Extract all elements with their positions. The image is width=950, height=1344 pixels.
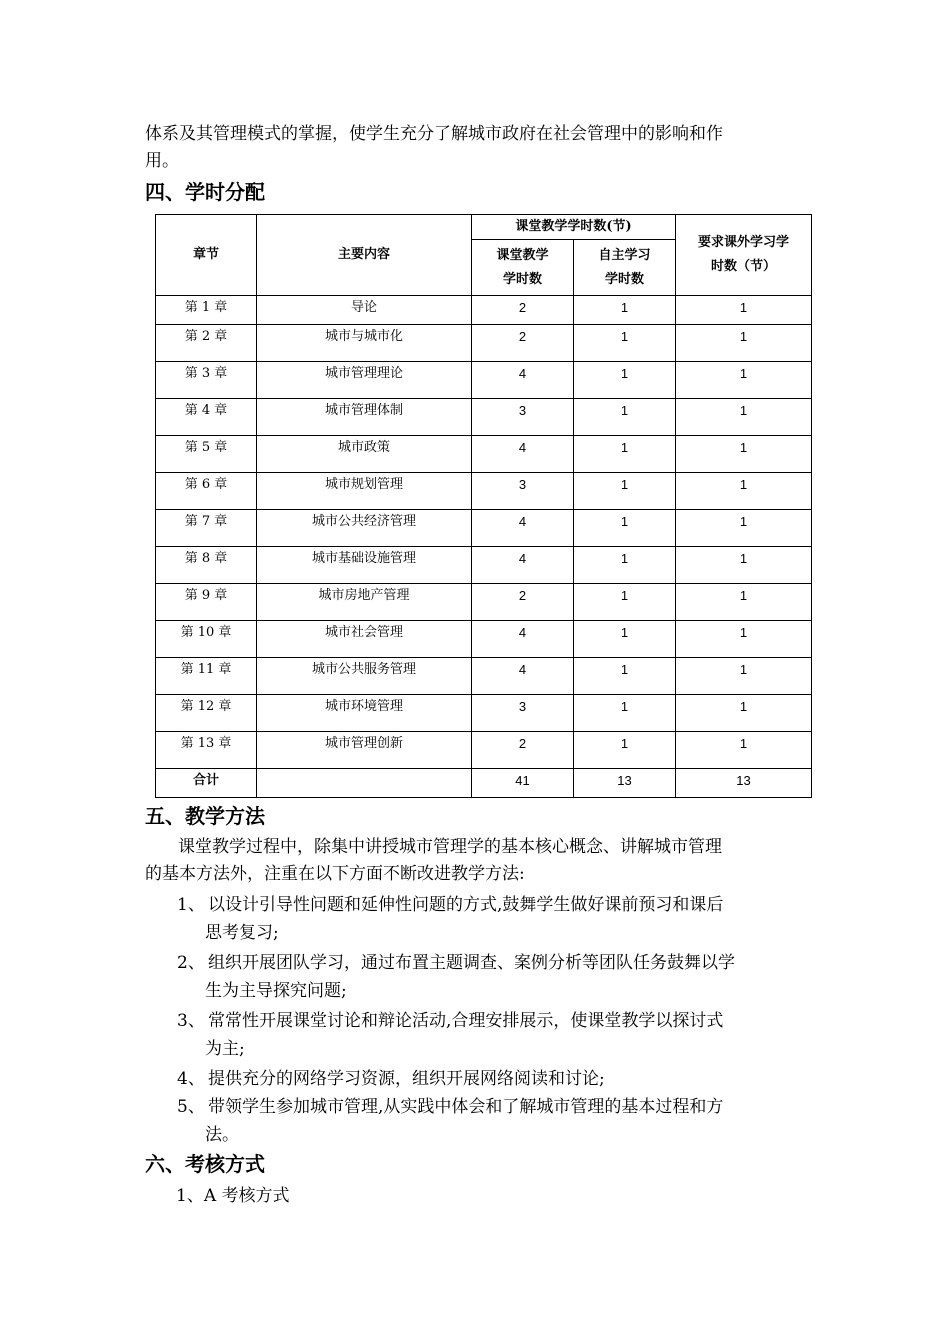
table-row <box>156 695 812 732</box>
self-study-cell: 1 <box>574 695 676 732</box>
content-cell: 城市政策 <box>257 436 472 473</box>
method-item-text-continued: 生为主导探究问题; <box>205 981 347 1001</box>
method-item-number: 3、 <box>177 1011 205 1031</box>
chapter-cell: 第 6 章 <box>156 473 257 510</box>
class-hours-cell: 4 <box>472 362 574 399</box>
outside-hours-cell: 1 <box>676 658 812 695</box>
section-4-title: 四、学时分配 <box>145 180 265 204</box>
content-cell: 城市房地产管理 <box>257 584 472 621</box>
section-5-title: 五、教学方法 <box>145 804 265 828</box>
table-row <box>156 584 812 621</box>
self-study-cell: 1 <box>574 296 676 325</box>
self-study-cell: 1 <box>574 658 676 695</box>
total-self-study-cell: 13 <box>574 769 676 798</box>
header-self-study: 自主学习 学时数 <box>574 240 676 296</box>
outside-hours-cell: 1 <box>676 296 812 325</box>
intro-line-2: 用。 <box>145 151 179 171</box>
outside-hours-cell: 1 <box>676 473 812 510</box>
content-cell: 城市公共服务管理 <box>257 658 472 695</box>
section-5-intro-line-2: 的基本方法外，注重在以下方面不断改进教学方法: <box>145 864 525 884</box>
outside-hours-cell: 1 <box>676 325 812 362</box>
chapter-cell: 第 10 章 <box>156 621 257 658</box>
class-hours-cell: 3 <box>472 695 574 732</box>
chapter-cell: 第 3 章 <box>156 362 257 399</box>
class-hours-cell: 2 <box>472 325 574 362</box>
hours-table <box>155 214 812 798</box>
method-item-text: 带领学生参加城市管理,从实践中体会和了解城市管理的基本过程和方 <box>208 1097 724 1117</box>
self-study-cell: 1 <box>574 547 676 584</box>
method-item-number: 2、 <box>177 953 205 973</box>
table-row <box>156 436 812 473</box>
method-item-text: 以设计引导性问题和延伸性问题的方式,鼓舞学生做好课前预习和课后 <box>208 895 724 915</box>
class-hours-cell: 3 <box>472 399 574 436</box>
table-row <box>156 510 812 547</box>
table-row <box>156 362 812 399</box>
content-cell: 城市管理创新 <box>257 732 472 769</box>
table-row <box>156 547 812 584</box>
method-item-text: 组织开展团队学习，通过布置主题调查、案例分析等团队任务鼓舞以学 <box>208 953 735 973</box>
chapter-cell: 第 9 章 <box>156 584 257 621</box>
class-hours-cell: 4 <box>472 547 574 584</box>
self-study-cell: 1 <box>574 325 676 362</box>
method-item-text-continued: 思考复习; <box>205 923 279 943</box>
chapter-cell: 第 8 章 <box>156 547 257 584</box>
content-cell: 城市管理理论 <box>257 362 472 399</box>
header-class-teaching: 课堂教学 学时数 <box>472 240 574 296</box>
content-cell: 城市规划管理 <box>257 473 472 510</box>
self-study-cell: 1 <box>574 362 676 399</box>
table-row <box>156 399 812 436</box>
total-content-cell <box>257 769 472 798</box>
content-cell: 城市环境管理 <box>257 695 472 732</box>
content-cell: 城市公共经济管理 <box>257 510 472 547</box>
content-cell: 导论 <box>257 296 472 325</box>
class-hours-cell: 2 <box>472 732 574 769</box>
class-hours-cell: 4 <box>472 436 574 473</box>
method-item-text-continued: 法。 <box>205 1125 239 1145</box>
chapter-cell: 第 11 章 <box>156 658 257 695</box>
chapter-cell: 第 12 章 <box>156 695 257 732</box>
content-cell: 城市基础设施管理 <box>257 547 472 584</box>
outside-hours-cell: 1 <box>676 510 812 547</box>
outside-hours-cell: 1 <box>676 362 812 399</box>
self-study-cell: 1 <box>574 584 676 621</box>
self-study-cell: 1 <box>574 732 676 769</box>
table-row <box>156 621 812 658</box>
content-cell: 城市管理体制 <box>257 399 472 436</box>
chapter-cell: 第 2 章 <box>156 325 257 362</box>
method-item-number: 1、 <box>177 895 205 915</box>
self-study-cell: 1 <box>574 399 676 436</box>
outside-hours-cell: 1 <box>676 584 812 621</box>
content-cell: 城市社会管理 <box>257 621 472 658</box>
table-total-row <box>156 769 812 798</box>
section-5-intro-line-1: 课堂教学过程中，除集中讲授城市管理学的基本核心概念、讲解城市管理 <box>178 837 722 857</box>
class-hours-cell: 4 <box>472 621 574 658</box>
total-class-hours-cell: 41 <box>472 769 574 798</box>
outside-hours-cell: 1 <box>676 621 812 658</box>
chapter-cell: 第 13 章 <box>156 732 257 769</box>
class-hours-cell: 4 <box>472 510 574 547</box>
header-classroom-group: 课堂教学学时数(节) <box>472 215 676 240</box>
method-item-text: 常常性开展课堂讨论和辩论活动,合理安排展示，使课堂教学以探讨式 <box>208 1011 724 1031</box>
header-chapter: 章节 <box>156 215 257 296</box>
table-row <box>156 325 812 362</box>
intro-line-1: 体系及其管理模式的掌握，使学生充分了解城市政府在社会管理中的影响和作 <box>145 124 723 144</box>
chapter-cell: 第 4 章 <box>156 399 257 436</box>
outside-hours-cell: 1 <box>676 436 812 473</box>
table-row <box>156 732 812 769</box>
assessment-sub-heading: 1、A 考核方式 <box>176 1186 290 1206</box>
self-study-cell: 1 <box>574 510 676 547</box>
outside-hours-cell: 1 <box>676 732 812 769</box>
chapter-cell: 第 1 章 <box>156 296 257 325</box>
outside-hours-cell: 1 <box>676 399 812 436</box>
self-study-cell: 1 <box>574 473 676 510</box>
content-cell: 城市与城市化 <box>257 325 472 362</box>
chapter-cell: 第 5 章 <box>156 436 257 473</box>
outside-hours-cell: 1 <box>676 695 812 732</box>
total-outside-hours-cell: 13 <box>676 769 812 798</box>
method-item-text: 提供充分的网络学习资源，组织开展网络阅读和讨论; <box>208 1069 605 1089</box>
method-item-text-continued: 为主; <box>205 1039 245 1059</box>
header-content: 主要内容 <box>257 215 472 296</box>
method-item-number: 4、 <box>177 1069 205 1089</box>
table-row <box>156 473 812 510</box>
outside-hours-cell: 1 <box>676 547 812 584</box>
chapter-cell: 第 7 章 <box>156 510 257 547</box>
header-outside: 要求课外学习学 时数（节） <box>676 215 812 296</box>
self-study-cell: 1 <box>574 436 676 473</box>
class-hours-cell: 4 <box>472 658 574 695</box>
class-hours-cell: 2 <box>472 584 574 621</box>
method-item-number: 5、 <box>177 1097 205 1117</box>
class-hours-cell: 2 <box>472 296 574 325</box>
total-label-cell: 合计 <box>156 769 257 798</box>
table-row <box>156 296 812 325</box>
section-6-title: 六、考核方式 <box>145 1152 265 1176</box>
class-hours-cell: 3 <box>472 473 574 510</box>
self-study-cell: 1 <box>574 621 676 658</box>
table-row <box>156 658 812 695</box>
